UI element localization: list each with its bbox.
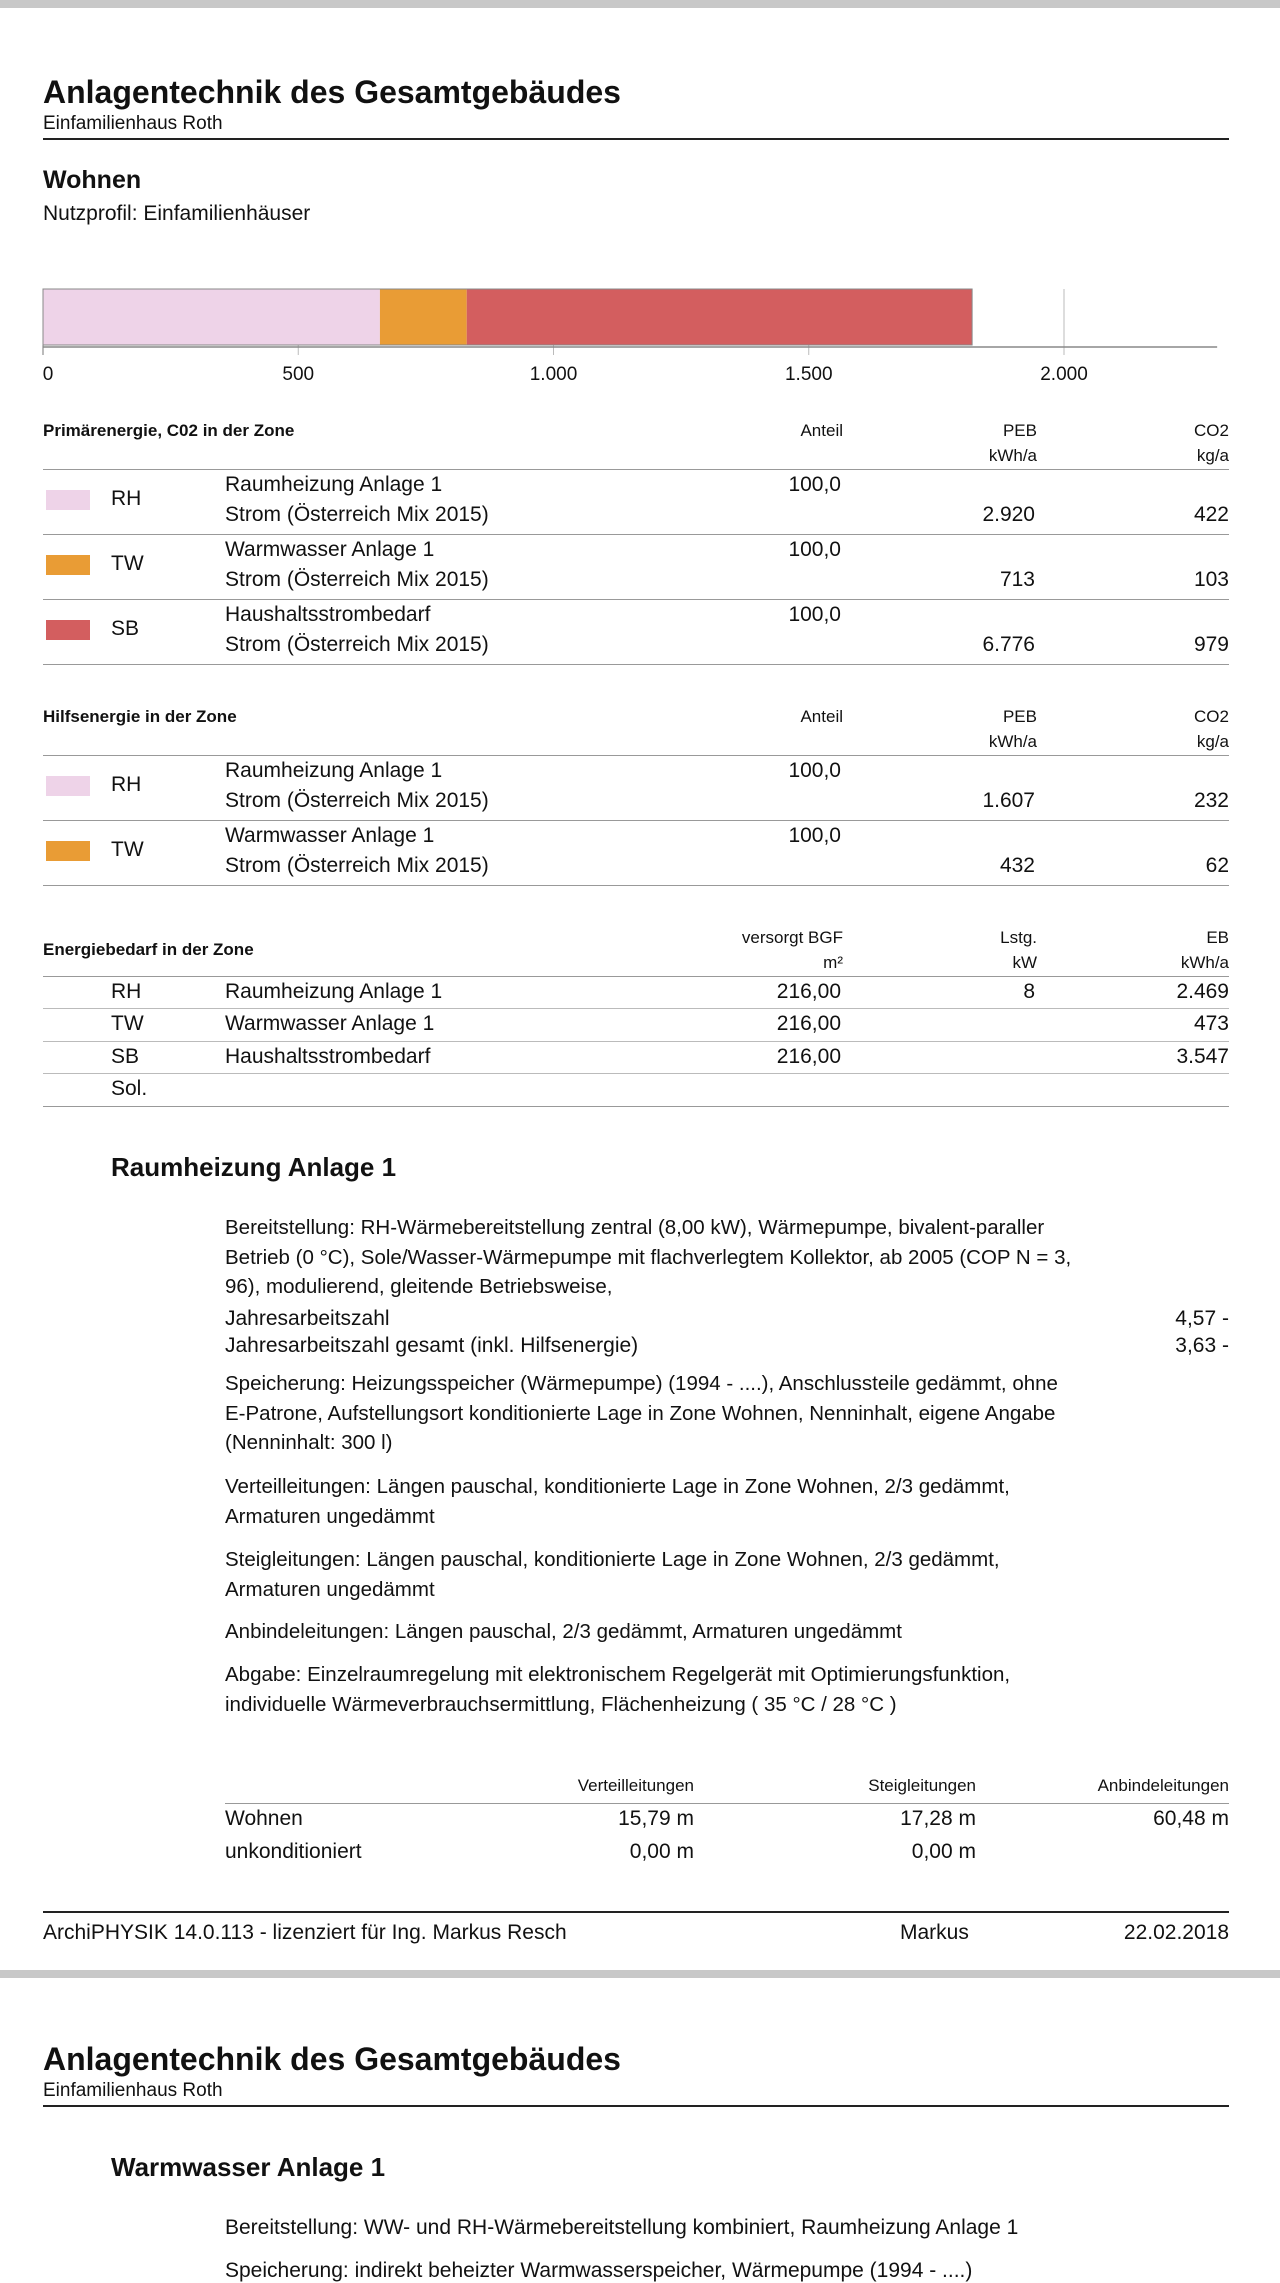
row-source: Strom (Österreich Mix 2015) (225, 633, 489, 656)
row-anteil: 100,0 (788, 759, 841, 782)
text-line: (Nenninhalt: 300 l) (225, 1431, 393, 1454)
tick-label: 2.000 (1040, 364, 1088, 385)
row-bgf: 216,00 (776, 1012, 841, 1035)
jaz-value: 4,57 - (1175, 1307, 1229, 1330)
demand-table-title: Energiebedarf in der Zone (43, 940, 254, 959)
row-eb: 2.469 (1176, 980, 1229, 1003)
row-code: Sol. (111, 1077, 148, 1100)
aux-col-co2: CO2 (1194, 707, 1229, 726)
aux-col-co2-unit: kg/a (1196, 732, 1229, 751)
table-rule (43, 469, 1229, 470)
text-line: Bereitstellung: RH-Wärmebereitstellung zentral (8,00 kW), Wärmepumpe, bivalent-paraller (225, 1216, 1045, 1239)
demand-col-lstg-unit: kW (1012, 953, 1037, 972)
row-name: Raumheizung Anlage 1 (225, 759, 443, 782)
row-code: TW (111, 552, 144, 575)
row-peb: 432 (999, 854, 1035, 877)
row-bgf: 216,00 (776, 980, 841, 1003)
row-code: RH (111, 773, 142, 796)
legend-swatch-rh (46, 490, 90, 510)
text-line: Abgabe: Einzelraumregelung mit elektronischem Regelgerät mit Optimierungsfunktion, (225, 1663, 1011, 1686)
pipes-row-verteil: 15,79 m (618, 1807, 694, 1830)
bar-segment-sb (467, 289, 972, 345)
row-co2: 979 (1193, 633, 1229, 656)
row-co2: 422 (1193, 503, 1229, 526)
text-line: individuelle Wärmeverbrauchsermittlung, Flächenheizung ( 35 °C / 28 °C ) (225, 1692, 897, 1716)
pipes-row-steig: 0,00 m (911, 1840, 976, 1863)
row-code: TW (111, 1012, 144, 1035)
row-anteil: 100,0 (788, 538, 841, 561)
demand-col-lstg: Lstg. (1000, 928, 1037, 947)
text-line: Armaturen ungedämmt (225, 1577, 435, 1601)
legend-swatch-tw (46, 555, 90, 575)
table-rule (43, 599, 1229, 600)
row-code: TW (111, 838, 144, 861)
footer-date: 22.02.2018 (1123, 1921, 1229, 1944)
rh-anbindeleitungen (225, 1617, 902, 1647)
table-rule (43, 664, 1229, 665)
tick-label: 0 (42, 364, 54, 385)
bar-segment-tw (380, 289, 467, 345)
primary-col-anteil: Anteil (800, 421, 843, 440)
row-peb: 713 (999, 568, 1035, 591)
footer-rule (43, 1911, 1229, 1913)
ww-section-title: Warmwasser Anlage 1 (111, 2152, 386, 2182)
text-line: Verteilleitungen: Längen pauschal, konditionierte Lage in Zone Wohnen, 2/3 gedämmt, (225, 1475, 1010, 1498)
legend-swatch-rh (46, 776, 90, 796)
row-name: Haushaltsstrombedarf (225, 603, 431, 626)
row-co2: 62 (1205, 854, 1229, 877)
text-line: Speicherung: Heizungsspeicher (Wärmepumpe) (1994 - ....), Anschlussteile gedämmt, ohne (225, 1372, 1058, 1395)
legend-swatch-sb (46, 620, 90, 640)
text-line: 96), modulierend, gleitende Betriebsweise, (225, 1275, 613, 1298)
row-co2: 232 (1193, 789, 1229, 812)
row-co2: 103 (1193, 568, 1229, 591)
zone-title: Wohnen (43, 166, 142, 194)
table-rule (43, 885, 1229, 886)
row-name: Warmwasser Anlage 1 (225, 1012, 435, 1035)
page2-title: Anlagentechnik des Gesamtgebäudes (43, 2041, 621, 2077)
rh-abgabe (225, 1660, 1010, 1719)
aux-col-peb: PEB (1002, 707, 1037, 726)
row-source: Strom (Österreich Mix 2015) (225, 789, 489, 812)
table-rule (43, 534, 1229, 535)
text-line: Steigleitungen: Längen pauschal, konditionierte Lage in Zone Wohnen, 2/3 gedämmt, (225, 1548, 1000, 1571)
pipes-row-anbinde: 60,48 m (1153, 1807, 1229, 1830)
legend-swatch-tw (46, 841, 90, 861)
table-rule (43, 1008, 1229, 1009)
jaz-label: Jahresarbeitszahl (225, 1307, 390, 1330)
zone-profile: Nutzprofil: Einfamilienhäuser (43, 202, 311, 225)
footer-software: ArchiPHYSIK 14.0.113 - lizenziert für Ing. Markus Resch (43, 1921, 567, 1944)
primary-col-peb-unit: kWh/a (988, 446, 1037, 465)
primary-col-co2-unit: kg/a (1196, 446, 1229, 465)
row-peb: 6.776 (982, 633, 1035, 656)
row-source: Strom (Österreich Mix 2015) (225, 503, 489, 526)
rh-bereitstellung (225, 1213, 1071, 1302)
row-name: Warmwasser Anlage 1 (225, 824, 435, 847)
rh-section-title: Raumheizung Anlage 1 (111, 1152, 397, 1182)
tick-label: 1.500 (784, 364, 833, 385)
rh-verteilleitungen (225, 1472, 1010, 1531)
bar-segment-rh (43, 289, 380, 345)
aux-col-peb-unit: kWh/a (988, 732, 1037, 751)
pipes-row-verteil: 0,00 m (629, 1840, 694, 1863)
tick-label: 500 (282, 364, 315, 385)
row-bgf: 216,00 (776, 1045, 841, 1068)
rh-steigleitungen (225, 1545, 1000, 1604)
tick-label: 1.000 (529, 364, 578, 385)
pipes-row-steig: 17,28 m (900, 1807, 976, 1830)
table-rule (43, 755, 1229, 756)
text-line: Armaturen ungedämmt (225, 1504, 435, 1528)
row-source: Strom (Österreich Mix 2015) (225, 568, 489, 591)
page2-subtitle: Einfamilienhaus Roth (43, 2080, 223, 2101)
page-subtitle: Einfamilienhaus Roth (43, 113, 223, 134)
table-rule (43, 1041, 1229, 1042)
row-anteil: 100,0 (788, 824, 841, 847)
row-code: RH (111, 487, 142, 510)
pipes-row-label: Wohnen (225, 1807, 303, 1830)
energy-bar-chart (0, 0, 1280, 400)
page-separator (0, 1970, 1280, 1978)
row-name: Warmwasser Anlage 1 (225, 538, 435, 561)
row-eb: 473 (1193, 1012, 1229, 1035)
page-title: Anlagentechnik des Gesamtgebäudes (43, 74, 621, 110)
ww-speicherung: Speicherung: indirekt beheizter Warmwasserspeicher, Wärmepumpe (1994 - ....) (225, 2259, 973, 2282)
demand-col-eb: EB (1206, 928, 1229, 947)
footer-user: Markus (900, 1921, 969, 1944)
demand-col-bgf-unit: m² (823, 953, 843, 972)
row-name: Raumheizung Anlage 1 (225, 980, 443, 1003)
aux-col-anteil: Anteil (800, 707, 843, 726)
table-rule (43, 1073, 1229, 1074)
text-line: E-Patrone, Aufstellungsort konditionierte Lage in Zone Wohnen, Nenninhalt, eigene Angabe (225, 1401, 1056, 1425)
row-anteil: 100,0 (788, 473, 841, 496)
header-rule (43, 2105, 1229, 2107)
rh-speicherung (225, 1369, 1058, 1458)
row-name: Raumheizung Anlage 1 (225, 473, 443, 496)
pipes-col-anbinde: Anbindeleitungen (1097, 1776, 1229, 1795)
table-rule (225, 1803, 1229, 1804)
primary-col-peb: PEB (1002, 421, 1037, 440)
row-peb: 2.920 (982, 503, 1035, 526)
row-source: Strom (Österreich Mix 2015) (225, 854, 489, 877)
pipes-row-label: unkonditioniert (225, 1840, 362, 1863)
row-lstg: 8 (1023, 980, 1035, 1003)
jaz-total-value: 3,63 - (1175, 1334, 1229, 1357)
row-anteil: 100,0 (788, 603, 841, 626)
row-peb: 1.607 (982, 789, 1035, 812)
aux-table-title: Hilfsenergie in der Zone (43, 707, 237, 726)
jaz-total-label: Jahresarbeitszahl gesamt (inkl. Hilfsenergie) (225, 1334, 639, 1357)
row-name: Haushaltsstrombedarf (225, 1045, 431, 1068)
ww-bereitstellung: Bereitstellung: WW- und RH-Wärmebereitstellung kombiniert, Raumheizung Anlage 1 (225, 2216, 1019, 2239)
pipes-col-verteil: Verteilleitungen (577, 1776, 694, 1795)
row-code: SB (111, 1045, 140, 1068)
table-rule (43, 1106, 1229, 1107)
table-rule (43, 976, 1229, 977)
row-eb: 3.547 (1176, 1045, 1229, 1068)
table-rule (43, 820, 1229, 821)
demand-col-bgf: versorgt BGF (741, 928, 843, 947)
pipes-col-steig: Steigleitungen (868, 1776, 976, 1795)
row-code: SB (111, 617, 140, 640)
primary-table-title: Primärenergie, C02 in der Zone (43, 421, 295, 440)
row-code: RH (111, 980, 142, 1003)
demand-col-eb-unit: kWh/a (1180, 953, 1229, 972)
text-line: Anbindeleitungen: Längen pauschal, 2/3 gedämmt, Armaturen ungedämmt (225, 1620, 902, 1643)
text-line: Betrieb (0 °C), Sole/Wasser-Wärmepumpe mit flachverlegtem Kollektor, ab 2005 (COP N = 3, (225, 1245, 1072, 1269)
primary-col-co2: CO2 (1194, 421, 1229, 440)
